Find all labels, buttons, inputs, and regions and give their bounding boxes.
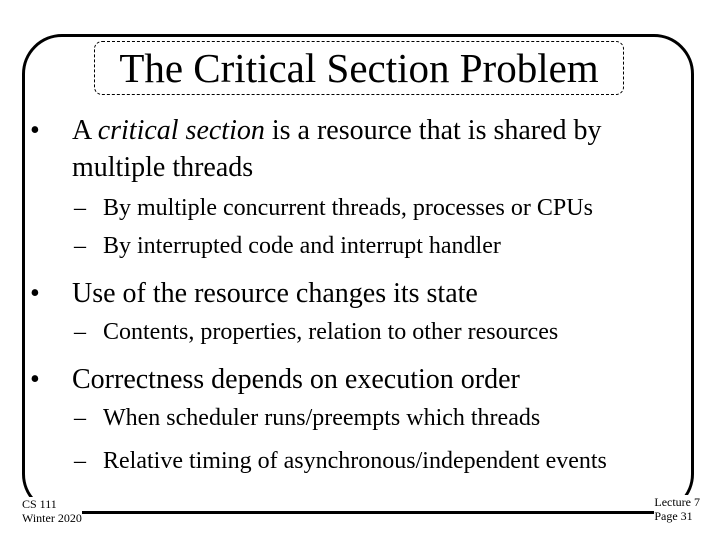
bullet-2-text: Use of the resource changes its state <box>72 278 478 309</box>
dash-icon: – <box>74 405 86 431</box>
slide-frame <box>22 34 694 514</box>
dash-icon: – <box>74 319 86 345</box>
bullet-1-prefix: A <box>72 115 98 146</box>
footer-left <box>22 497 82 525</box>
bullet-1-emphasis: critical section <box>97 115 265 146</box>
footer-lecture: Lecture 7 <box>654 495 700 509</box>
footer-course: CS 111 <box>22 497 57 511</box>
footer-term: Winter 2020 <box>22 511 82 525</box>
sub-bullet-1-2-text: By interrupted code and interrupt handler <box>103 233 501 259</box>
sub-bullet-2-1-text: Contents, properties, relation to other resources <box>103 319 559 345</box>
bullet-dot-icon: • <box>30 115 40 146</box>
bullet-dot-icon: • <box>30 364 40 395</box>
bullet-dot-icon: • <box>30 278 40 309</box>
bullet-3-text: Correctness depends on execution order <box>72 364 520 395</box>
footer-right <box>654 495 700 523</box>
sub-bullet-1-1-text: By multiple concurrent threads, processes or CPUs <box>103 195 593 221</box>
footer-page: Page 31 <box>654 509 693 523</box>
slide-title: The Critical Section Problem <box>119 44 599 91</box>
bullet-1-text <box>72 112 690 186</box>
sub-bullet-3-2-text: Relative timing of asynchronous/independent events <box>103 448 607 474</box>
title-box <box>94 41 624 95</box>
dash-icon: – <box>74 195 86 221</box>
sub-bullet-3-1-text: When scheduler runs/preempts which threads <box>103 405 541 431</box>
dash-icon: – <box>74 233 86 259</box>
bullet-1-rest: is a resource that is shared by multiple threads <box>72 115 602 183</box>
dash-icon: – <box>74 448 86 474</box>
